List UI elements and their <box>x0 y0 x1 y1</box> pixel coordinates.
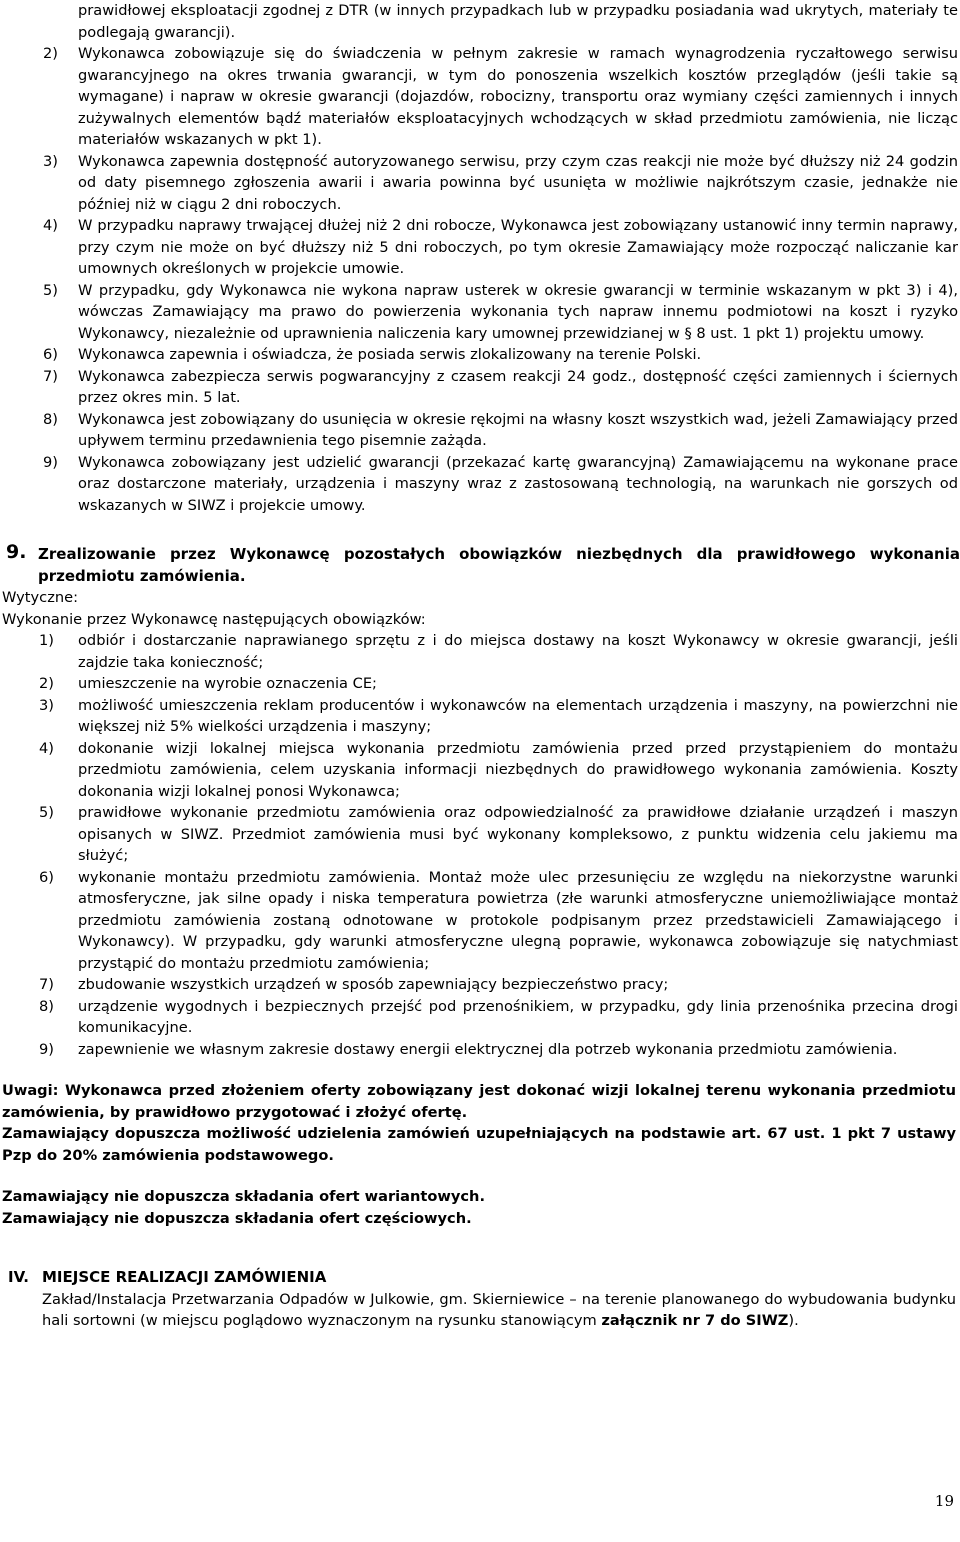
section-9-heading <box>0 541 960 587</box>
section-iv-heading <box>0 1267 960 1289</box>
location-text: Zakład/Instalacja Przetwarzania Odpadów w Julkowie, gm. Skierniewice – na terenie planowanego do wybudowania budynku hali sortowni (w miejscu poglądowo wyznaczonym na rysunku stanowiącym <box>42 1290 956 1329</box>
list-item <box>0 280 960 345</box>
section-iv-body <box>0 1289 960 1332</box>
item-number: 3) <box>39 696 54 714</box>
item-number: 5) <box>39 804 54 821</box>
item-text: Wykonawca zabezpiecza serwis pogwarancyjny z czasem reakcji 24 godz., dostępność części zamiennych i ściernych przez okres min. 5 lat. <box>78 367 958 406</box>
notes-uwagi: Uwagi: Wykonawca przed złożeniem oferty zobowiązany jest dokonać wizji lokalnej terenu wykonania przedmiotu zamówienia, by prawidłowo przygotować i złożyć ofertę. <box>2 1082 956 1121</box>
item-number: 3) <box>43 152 58 170</box>
obligations-list <box>0 630 960 1060</box>
location-text-end: ). <box>788 1312 799 1329</box>
item-number: 5) <box>43 281 58 299</box>
item-text: prawidłowe wykonanie przedmiotu zamówienia oraz odpowiedzialność za prawidłowe działanie urządzeń i maszyn opisanych w SIWZ. Przedmiot zamówienia musi być wykonany kompleksowo, z punktu widzenia celu jakiemu ma służyć; <box>78 804 958 864</box>
list-item <box>0 673 960 695</box>
item-text: Wykonawca zapewnia dostępność autoryzowanego serwisu, przy czym czas reakcji nie może być dłuższy niż 24 godzin od daty pisemnego zgłoszenia awarii i awaria powinna być usunięta w możliwie najkrótszym czasie, jednakże nie później niż w ciągu 2 dni roboczych. <box>78 152 958 213</box>
item-text: W przypadku naprawy trwającej dłużej niż 2 dni robocze, Wykonawca jest zobowiązany ustanowić inny termin naprawy, przy czym nie może on być dłuższy niż 5 dni roboczych, po tym okresie Zamawiający może rozpocząć naliczanie kar umownych określonych w projekcie umowie. <box>78 217 958 277</box>
item-number: 6) <box>39 868 54 886</box>
item-text: urządzenie wygodnych i bezpiecznych przejść pod przenośnikiem, w przypadku, gdy linia przenośnika przecina drogi komunikacyjne. <box>78 997 958 1036</box>
item-number: 7) <box>43 367 58 385</box>
list-item <box>0 738 960 803</box>
item-text: możliwość umieszczenia reklam producentów i wykonawców na elementach urządzenia i maszyny, na powierzchni nie większej niż 5% wielkości urządzenia i maszyny; <box>78 696 958 735</box>
section-9-number: 9. <box>6 541 27 563</box>
item-number: 1) <box>39 632 54 649</box>
list-item <box>0 1039 960 1061</box>
item-text: dokonanie wizji lokalnej miejsca wykonania przedmiotu zamówienia przed przed przystąpieniem do montażu przedmiotu zamówienia, celem uzyskania informacji niezbędnych do prawidłowego wykonania zamówienia. Koszty dokonania wizji lokalnej ponosi Wykonawca; <box>78 739 958 800</box>
item-number: 9) <box>43 453 58 471</box>
page-number: 19 <box>934 1492 954 1510</box>
section-iv-number: IV. <box>8 1268 29 1286</box>
list-item <box>0 43 960 151</box>
notes-no-variant-offers: Zamawiający nie dopuszcza składania ofert wariantowych. <box>2 1188 485 1205</box>
item-text: Wykonawca zobowiązany jest udzielić gwarancji (przekazać kartę gwarancyjną) Zamawiającemu na wykonane prace oraz dostarczone materiały, urządzenia i maszyny wraz z zastosowaną technologią, na warunkach nie gorszych od wskazanych w SIWZ i projekcie umowy. <box>78 453 958 514</box>
warranty-list <box>0 43 960 516</box>
item-number: 4) <box>43 217 58 234</box>
notes-supplementary-orders: Zamawiający dopuszcza możliwość udzielenia zamówień uzupełniających na podstawie art. 67 ust. 1 pkt 7 ustawy Pzp do 20% zamówienia podstawowego. <box>2 1125 956 1164</box>
item-number: 2) <box>43 45 58 62</box>
item-text: Wykonawca zapewnia i oświadcza, że posiada serwis zlokalizowany na terenie Polski. <box>78 346 702 363</box>
item-text: odbiór i dostarczanie naprawianego sprzętu z i do miejsca dostawy na koszt Wykonawcy w okresie gwarancji, jeśli zajdzie taka konieczność; <box>78 632 958 671</box>
list-item <box>0 344 960 366</box>
section-9-intro: Wykonanie przez Wykonawcę następujących obowiązków: <box>2 610 426 628</box>
section-9-title: Zrealizowanie przez Wykonawcę pozostałych obowiązków niezbędnych dla prawidłowego wykonania przedmiotu zamówienia. <box>38 545 960 585</box>
item-number: 8) <box>43 410 58 428</box>
item-text: W przypadku, gdy Wykonawca nie wykona napraw usterek w okresie gwarancji w terminie wskazanym w pkt 3) i 4), wówczas Zamawiający ma prawo do powierzenia wykonania tych napraw innemu podmiotowi na koszt i ryzyko Wykonawcy, niezależnie od uprawnienia naliczenia kary umownej przewidzianej w § 8 ust. 1 pkt 1) projektu umowy. <box>78 281 958 342</box>
item-number: 9) <box>39 1040 54 1058</box>
list-item <box>0 802 960 867</box>
list-item <box>0 366 960 409</box>
list-item <box>0 409 960 452</box>
section-iv-title: MIEJSCE REALIZACJI ZAMÓWIENIA <box>42 1268 327 1286</box>
list-item <box>0 215 960 280</box>
item-number: 4) <box>39 739 54 757</box>
item-number: 7) <box>39 976 54 993</box>
item-text: Wykonawca jest zobowiązany do usunięcia w okresie rękojmi na własny koszt wszystkich wad, jeżeli Zamawiający przed upływem terminu przedawnienia tego pisemnie zażąda. <box>78 410 958 449</box>
item-text: umieszczenie na wyrobie oznaczenia CE; <box>78 675 377 692</box>
item-number: 2) <box>39 675 54 692</box>
list-item <box>0 452 960 517</box>
top-continuation: prawidłowej eksploatacji zgodnej z DTR (w innych przypadkach lub w przypadku posiadania wad ukrytych, materiały te podlegają gwarancji). <box>78 2 958 41</box>
notes-no-partial-offers: Zamawiający nie dopuszcza składania ofert częściowych. <box>2 1209 472 1227</box>
list-item <box>0 867 960 975</box>
item-text: zapewnienie we własnym zakresie dostawy energii elektrycznej dla potrzeb wykonania przedmiotu zamówienia. <box>78 1040 898 1058</box>
item-number: 6) <box>43 346 58 363</box>
item-text: Wykonawca zobowiązuje się do świadczenia w pełnym zakresie w ramach wynagrodzenia ryczałtowego serwisu gwarancyjnego na okres trwania gwarancji, w tym do ponoszenia wszelkich kosztów przeglądów (jeśli takie są wymagane) i napraw w okresie gwarancji (dojazdów, robocizny, transportu oraz wymiany części zamiennych i innych zużywalnych elementów bądź materiałów eksploatacyjnych wchodzących w skład przedmiotu zamówienia, nie licząc materiałów wskazanych w pkt 1). <box>78 45 958 148</box>
guidelines-label: Wytyczne: <box>2 589 78 606</box>
item-text: wykonanie montażu przedmiotu zamówienia. Montaż może ulec przesunięciu ze względu na niekorzystne warunki atmosferyczne, jak silne opady i niska temperatura powietrza (złe warunki atmosferyczne uniemożliwiające montaż przedmiotu zamówienia zostaną odnotowane w protokole podpisanym przez przedstawicieli Zamawiającego i Wykonawcy). W przypadku, gdy warunki atmosferyczne ulegną poprawie, wykonawca zobowiązuje się natychmiast przystąpić do montażu przedmiotu zamówienia; <box>78 868 958 972</box>
item-number: 8) <box>39 997 54 1015</box>
list-item <box>0 996 960 1039</box>
list-item <box>0 695 960 738</box>
list-item <box>0 630 960 673</box>
list-item <box>0 974 960 996</box>
list-item <box>0 151 960 216</box>
item-text: zbudowanie wszystkich urządzeń w sposób zapewniający bezpieczeństwo pracy; <box>78 976 669 993</box>
attachment-reference: załącznik nr 7 do SIWZ <box>601 1312 789 1329</box>
